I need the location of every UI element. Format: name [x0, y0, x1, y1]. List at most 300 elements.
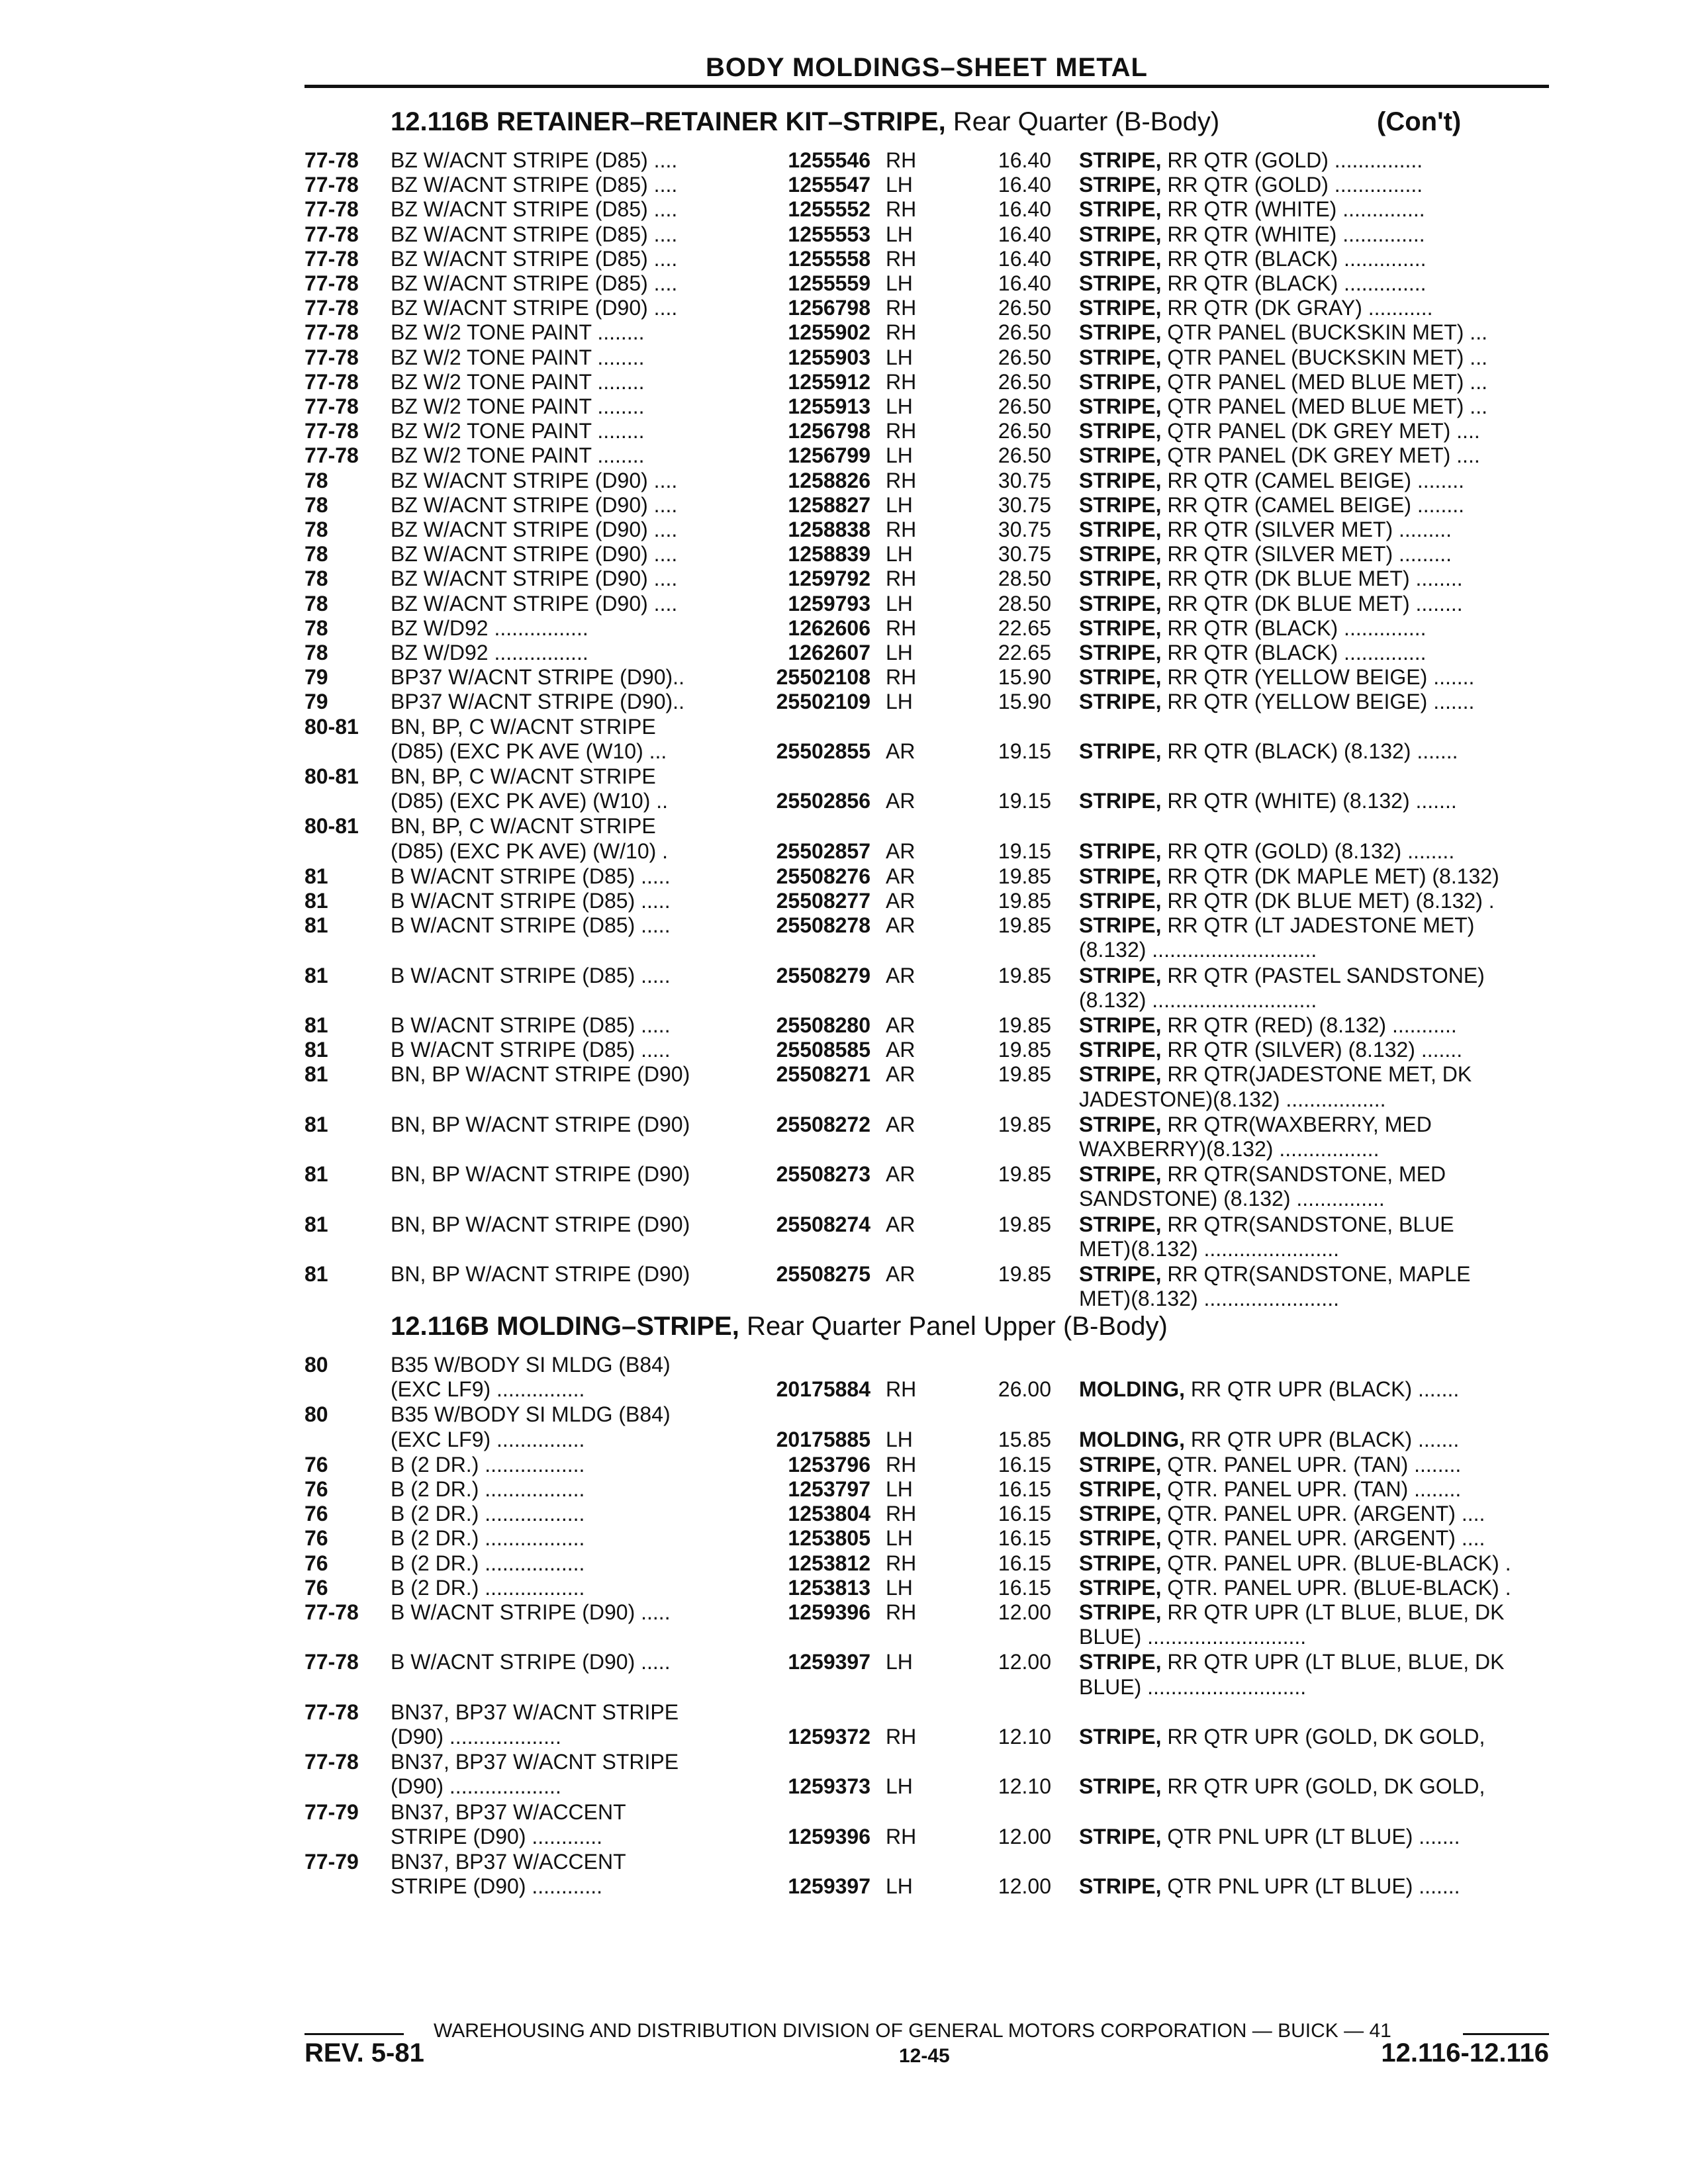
table-row [0, 370, 1688, 394]
part-description [1079, 592, 1463, 616]
price: 12.00 [998, 1650, 1051, 1674]
part-detail: QTR. PANEL UPR. (TAN) ........ [1161, 1452, 1462, 1477]
model-year: 77-78 [305, 296, 359, 320]
model-year: 79 [305, 665, 328, 690]
part-number: 1258827 [788, 492, 870, 517]
part-description [1079, 616, 1427, 641]
side-code: AR [886, 839, 915, 863]
part-keyword: STRIPE, [1079, 963, 1162, 987]
part-detail: RR QTR UPR (GOLD, DK GOLD, [1161, 1725, 1485, 1749]
part-description [1079, 567, 1463, 591]
part-keyword: STRIPE, [1079, 739, 1162, 763]
model-description: BZ W/ACNT STRIPE (D90) .... [391, 591, 678, 615]
part-detail: RR QTR (DK BLUE MET) (8.132) . [1161, 889, 1495, 913]
price: 26.00 [998, 1377, 1051, 1402]
part-description [1079, 789, 1457, 813]
part-description [1079, 690, 1474, 714]
side-code: LH [886, 1874, 913, 1899]
table-row [0, 641, 1688, 665]
price: 16.40 [998, 271, 1051, 295]
side-code: LH [886, 492, 913, 517]
model-year: 78 [305, 641, 328, 664]
part-description [1079, 1287, 1339, 1311]
part-description [1079, 1774, 1485, 1799]
table-row [0, 715, 1688, 739]
part-number: 1256799 [788, 443, 870, 468]
model-year: 77-78 [305, 443, 359, 468]
price: 19.85 [998, 963, 1051, 987]
part-description [1079, 1502, 1485, 1526]
price: 19.85 [998, 1013, 1051, 1037]
part-description [1079, 1377, 1459, 1402]
continued-label: (Con't) [1377, 107, 1462, 136]
side-code: RH [886, 665, 917, 690]
table-row [0, 1600, 1688, 1625]
table-row [0, 1453, 1688, 1477]
part-description [1079, 1212, 1454, 1237]
part-description [1079, 394, 1487, 419]
price: 26.50 [998, 320, 1051, 345]
side-code: AR [886, 1062, 915, 1087]
part-number: 25508280 [776, 1013, 870, 1037]
part-description [1079, 665, 1474, 690]
price: 19.15 [998, 739, 1051, 763]
part-detail: QTR. PANEL UPR. (ARGENT) .... [1161, 1502, 1485, 1526]
part-number: 1255903 [788, 345, 870, 369]
part-detail: RR QTR (WHITE) .............. [1161, 197, 1425, 222]
price: 12.10 [998, 1725, 1051, 1749]
model-year: 78 [305, 468, 328, 492]
part-detail: (8.132) ............................ [1079, 938, 1317, 962]
page-number: 12-45 [899, 2045, 950, 2067]
table-row [0, 173, 1688, 197]
part-number: 1253813 [788, 1575, 870, 1600]
table-row [0, 1353, 1688, 1377]
part-description [1079, 1725, 1485, 1749]
part-keyword: STRIPE, [1079, 864, 1162, 888]
model-year: 77-78 [305, 369, 359, 394]
side-code: RH [886, 1452, 917, 1477]
table-row [0, 1137, 1688, 1161]
price: 16.15 [998, 1575, 1051, 1600]
side-code: AR [886, 1038, 915, 1062]
price: 19.85 [998, 1212, 1051, 1236]
model-description: B (2 DR.) ................. [391, 1526, 585, 1551]
part-number: 25508277 [776, 889, 870, 913]
table-row [0, 1725, 1688, 1749]
part-number: 1262606 [788, 615, 870, 640]
model-description: BZ W/ACNT STRIPE (D90) .... [391, 468, 678, 492]
model-year: 81 [305, 1013, 328, 1037]
part-keyword: STRIPE, [1079, 1600, 1162, 1624]
model-description: B (2 DR.) ................. [391, 1477, 585, 1501]
part-number: 25508585 [776, 1038, 870, 1062]
part-description [1079, 469, 1464, 493]
part-description [1079, 1087, 1386, 1112]
part-number: 25502855 [776, 739, 870, 763]
table-row [0, 296, 1688, 320]
revision-label: REV. 5-81 [305, 2038, 424, 2068]
part-description [1079, 419, 1480, 443]
price: 16.15 [998, 1502, 1051, 1526]
table-row [0, 518, 1688, 542]
model-year: 78 [305, 542, 328, 567]
side-code: RH [886, 419, 917, 443]
model-year: 78 [305, 492, 328, 517]
part-keyword: MOLDING, [1079, 1377, 1185, 1402]
side-code: RH [886, 369, 917, 394]
section-name: RETAINER–RETAINER KIT–STRIPE, [496, 107, 953, 136]
part-number: 1255553 [788, 222, 870, 246]
price: 15.85 [998, 1427, 1051, 1451]
price: 16.40 [998, 197, 1051, 222]
model-description: B W/ACNT STRIPE (D85) ..... [391, 889, 671, 913]
section-qualifier: Rear Quarter (B-Body) [953, 107, 1220, 136]
table-row [0, 1650, 1688, 1674]
part-detail: RR QTR UPR (LT BLUE, BLUE, DK [1161, 1650, 1505, 1674]
part-number: 25508275 [776, 1262, 870, 1286]
model-description: BZ W/D92 ................ [391, 615, 588, 640]
side-code: AR [886, 1262, 915, 1286]
side-code: AR [886, 1162, 915, 1187]
price: 16.40 [998, 222, 1051, 246]
part-keyword: STRIPE, [1079, 542, 1162, 567]
part-keyword: STRIPE, [1079, 419, 1162, 443]
model-year: 77-78 [305, 222, 359, 246]
part-description [1079, 1262, 1471, 1287]
price: 12.00 [998, 1874, 1051, 1899]
part-detail: RR QTR (WHITE) .............. [1161, 222, 1425, 246]
part-detail: QTR PANEL (MED BLUE MET) ... [1161, 394, 1487, 418]
model-year: 76 [305, 1477, 328, 1501]
table-row [0, 1825, 1688, 1849]
model-year: 76 [305, 1575, 328, 1600]
table-row [0, 394, 1688, 419]
table-row [0, 148, 1688, 173]
part-number: 1262607 [788, 641, 870, 664]
part-keyword: STRIPE, [1079, 1038, 1162, 1062]
table-row [0, 665, 1688, 690]
part-detail: RR QTR (DK BLUE MET) ........ [1161, 567, 1463, 591]
model-description: BN37, BP37 W/ACNT STRIPE [391, 1750, 679, 1774]
part-number: 1259396 [788, 1600, 870, 1624]
model-description: BZ W/ACNT STRIPE (D90) .... [391, 518, 678, 541]
price: 30.75 [998, 542, 1051, 567]
model-year: 78 [305, 591, 328, 615]
part-description [1079, 1477, 1461, 1502]
model-description: B W/ACNT STRIPE (D90) ..... [391, 1600, 671, 1624]
part-description [1079, 1551, 1511, 1576]
table-row [0, 197, 1688, 222]
model-description: BZ W/2 TONE PAINT ........ [391, 345, 645, 369]
section-heading [391, 1312, 1168, 1342]
price: 26.50 [998, 345, 1051, 369]
part-description [1079, 1625, 1306, 1649]
model-description: B W/ACNT STRIPE (D85) ..... [391, 1013, 671, 1037]
model-year: 77-78 [305, 320, 359, 345]
side-code: LH [886, 222, 913, 246]
table-row [0, 1377, 1688, 1402]
model-description: BZ W/ACNT STRIPE (D85) .... [391, 197, 678, 222]
part-number: 1258838 [788, 518, 870, 541]
model-description: BZ W/2 TONE PAINT ........ [391, 443, 645, 468]
model-year: 77-78 [305, 173, 359, 197]
table-row [0, 889, 1688, 913]
model-year: 78 [305, 518, 328, 541]
side-code: LH [886, 443, 913, 468]
price: 16.15 [998, 1551, 1051, 1575]
model-description: BZ W/ACNT STRIPE (D85) .... [391, 173, 678, 197]
model-year: 77-78 [305, 1750, 359, 1774]
part-number: 1259396 [788, 1824, 870, 1848]
part-keyword: STRIPE, [1079, 1526, 1162, 1551]
side-code: LH [886, 345, 913, 369]
table-row [0, 1750, 1688, 1774]
part-description [1079, 1038, 1462, 1062]
table-row [0, 1013, 1688, 1038]
part-number: 1255913 [788, 394, 870, 418]
part-number: 25508271 [776, 1062, 870, 1087]
model-year: 77-79 [305, 1799, 359, 1824]
model-description: BN, BP, C W/ACNT STRIPE [391, 814, 656, 839]
part-detail: SANDSTONE) (8.132) ............... [1079, 1187, 1385, 1211]
model-description: BZ W/2 TONE PAINT ........ [391, 394, 645, 418]
table-row [0, 1428, 1688, 1452]
part-description [1079, 1650, 1505, 1674]
part-keyword: STRIPE, [1079, 1575, 1162, 1600]
part-description [1079, 1576, 1511, 1600]
model-description: BZ W/ACNT STRIPE (D90) .... [391, 542, 678, 567]
part-description [1079, 222, 1425, 247]
part-description [1079, 320, 1487, 345]
part-keyword: STRIPE, [1079, 641, 1162, 664]
price: 30.75 [998, 518, 1051, 541]
price: 30.75 [998, 468, 1051, 492]
part-number: 1259792 [788, 567, 870, 591]
part-description [1079, 1675, 1306, 1700]
part-number: 1256798 [788, 296, 870, 320]
model-description: STRIPE (D90) ............ [391, 1824, 603, 1848]
part-detail: RR QTR (CAMEL BEIGE) ........ [1161, 468, 1464, 492]
part-number: 1258826 [788, 468, 870, 492]
part-keyword: STRIPE, [1079, 369, 1162, 394]
side-code: LH [886, 1774, 913, 1799]
side-code: AR [886, 864, 915, 888]
part-description [1079, 988, 1317, 1013]
table-row [0, 1625, 1688, 1649]
model-description: BZ W/ACNT STRIPE (D85) .... [391, 222, 678, 246]
model-description: B35 W/BODY SI MLDG (B84) [391, 1402, 671, 1427]
table-row [0, 247, 1688, 271]
part-number: 1259397 [788, 1874, 870, 1899]
model-description: BN37, BP37 W/ACCENT [391, 1850, 626, 1874]
part-keyword: STRIPE, [1079, 148, 1162, 172]
part-keyword: STRIPE, [1079, 468, 1162, 492]
model-year: 79 [305, 690, 328, 714]
model-description: B W/ACNT STRIPE (D85) ..... [391, 1038, 671, 1062]
table-row [0, 964, 1688, 988]
part-detail: QTR. PANEL UPR. (TAN) ........ [1161, 1477, 1462, 1501]
table-row [0, 1187, 1688, 1211]
part-description [1079, 938, 1317, 962]
part-description [1079, 1187, 1385, 1211]
model-description: BN, BP W/ACNT STRIPE (D90) [391, 1062, 690, 1087]
side-code: LH [886, 271, 913, 295]
part-number: 1255547 [788, 173, 870, 197]
table-row [0, 443, 1688, 468]
part-description [1079, 1526, 1485, 1551]
part-keyword: STRIPE, [1079, 1824, 1162, 1848]
side-code: LH [886, 394, 913, 418]
table-row [0, 814, 1688, 839]
part-keyword: STRIPE, [1079, 518, 1162, 541]
price: 26.50 [998, 369, 1051, 394]
table-row [0, 1162, 1688, 1187]
model-year: 80 [305, 1353, 328, 1377]
part-keyword: STRIPE, [1079, 665, 1162, 690]
section-number: 12.116B [391, 1312, 497, 1341]
model-year: 81 [305, 1162, 328, 1187]
part-description [1079, 1825, 1460, 1849]
model-year: 77-78 [305, 148, 359, 172]
model-year: 77-78 [305, 246, 359, 271]
side-code: RH [886, 320, 917, 345]
table-row [0, 592, 1688, 616]
part-description [1079, 148, 1423, 173]
part-detail: RR QTR(WAXBERRY, MED [1161, 1112, 1432, 1136]
table-row [0, 1402, 1688, 1427]
table-row [0, 1576, 1688, 1600]
part-detail: RR QTR(SANDSTONE, BLUE [1161, 1212, 1454, 1236]
part-keyword: STRIPE, [1079, 246, 1162, 271]
model-description: BP37 W/ACNT STRIPE (D90).. [391, 690, 684, 714]
part-number: 1259373 [788, 1774, 870, 1799]
table-row [0, 320, 1688, 345]
section-number: 12.116B [391, 107, 497, 136]
price: 30.75 [998, 492, 1051, 517]
part-number: 25508279 [776, 963, 870, 987]
part-description [1079, 345, 1487, 370]
part-detail: RR QTR UPR (GOLD, DK GOLD, [1161, 1774, 1485, 1799]
price: 15.90 [998, 690, 1051, 714]
model-year: 80-81 [305, 764, 359, 788]
table-row [0, 1287, 1688, 1311]
table-row [0, 271, 1688, 296]
part-keyword: STRIPE, [1079, 173, 1162, 197]
price: 19.85 [998, 889, 1051, 913]
side-code: LH [886, 690, 913, 714]
part-detail: RR QTR UPR (LT BLUE, BLUE, DK [1161, 1600, 1505, 1624]
part-detail: QTR PNL UPR (LT BLUE) ....... [1161, 1874, 1460, 1899]
part-number: 1253804 [788, 1502, 870, 1526]
part-detail: RR QTR UPR (BLACK) ....... [1184, 1377, 1460, 1402]
price: 15.90 [998, 665, 1051, 690]
model-description: BP37 W/ACNT STRIPE (D90).. [391, 665, 684, 690]
table-row [0, 616, 1688, 641]
part-number: 1255552 [788, 197, 870, 222]
table-row [0, 469, 1688, 493]
table-row [0, 789, 1688, 813]
table-row [0, 1551, 1688, 1576]
model-description: (D85) (EXC PK AVE) (W/10) . [391, 839, 669, 863]
part-description [1079, 542, 1452, 567]
price: 19.85 [998, 864, 1051, 888]
part-keyword: STRIPE, [1079, 1062, 1162, 1087]
part-keyword: STRIPE, [1079, 1212, 1162, 1236]
part-number: 25508274 [776, 1212, 870, 1236]
part-number: 25508278 [776, 913, 870, 938]
part-detail: RR QTR (DK GRAY) ........... [1161, 296, 1433, 320]
model-year: 81 [305, 864, 328, 888]
part-keyword: STRIPE, [1079, 789, 1162, 813]
model-description: BN, BP, C W/ACNT STRIPE [391, 714, 656, 739]
side-code: LH [886, 542, 913, 567]
side-code: RH [886, 296, 917, 320]
price: 19.85 [998, 1112, 1051, 1136]
part-number: 1255902 [788, 320, 870, 345]
model-description: BZ W/ACNT STRIPE (D85) .... [391, 246, 678, 271]
model-description: BN, BP W/ACNT STRIPE (D90) [391, 1262, 690, 1286]
model-year: 81 [305, 1062, 328, 1087]
part-detail: RR QTR (DK BLUE MET) ........ [1161, 591, 1463, 615]
part-detail: RR QTR(SANDSTONE, MAPLE [1161, 1262, 1471, 1286]
part-detail: BLUE) ........................... [1079, 1674, 1307, 1699]
part-keyword: STRIPE, [1079, 1874, 1162, 1899]
part-detail: RR QTR (BLACK) .............. [1161, 246, 1427, 271]
part-detail: RR QTR (CAMEL BEIGE) ........ [1161, 492, 1464, 517]
price: 16.40 [998, 246, 1051, 271]
part-number: 25508272 [776, 1112, 870, 1136]
table-row [0, 567, 1688, 591]
part-number: 1253812 [788, 1551, 870, 1575]
part-number: 1255558 [788, 246, 870, 271]
side-code: AR [886, 913, 915, 938]
part-detail: RR QTR (SILVER) (8.132) ....... [1161, 1038, 1463, 1062]
part-description [1079, 1137, 1379, 1161]
part-description [1079, 964, 1485, 988]
part-keyword: MOLDING, [1079, 1427, 1185, 1451]
part-keyword: STRIPE, [1079, 1112, 1162, 1136]
side-code: LH [886, 173, 913, 197]
side-code: RH [886, 468, 917, 492]
table-row [0, 739, 1688, 764]
part-detail: RR QTR (GOLD) (8.132) ........ [1161, 839, 1455, 863]
model-year: 76 [305, 1502, 328, 1526]
part-detail: JADESTONE)(8.132) ................. [1079, 1087, 1386, 1111]
table-row [0, 1700, 1688, 1725]
model-year: 81 [305, 1212, 328, 1236]
model-year: 76 [305, 1526, 328, 1551]
part-description [1079, 370, 1487, 394]
part-number: 25508273 [776, 1162, 870, 1187]
side-code: AR [886, 1112, 915, 1136]
part-detail: RR QTR (YELLOW BEIGE) ....... [1161, 665, 1475, 690]
footer-division-text: WAREHOUSING AND DISTRIBUTION DIVISION OF GENERAL MOTORS CORPORATION — BUICK — 41 [434, 2020, 1391, 2042]
model-year: 81 [305, 963, 328, 987]
part-keyword: STRIPE, [1079, 1650, 1162, 1674]
side-code: RH [886, 1377, 917, 1402]
side-code: RH [886, 197, 917, 222]
table-row [0, 1038, 1688, 1062]
price: 16.15 [998, 1477, 1051, 1501]
part-detail: RR QTR(JADESTONE MET, DK [1161, 1062, 1472, 1087]
table-row [0, 1237, 1688, 1261]
part-description [1079, 1237, 1339, 1261]
part-number: 1259372 [788, 1725, 870, 1749]
model-year: 77-78 [305, 419, 359, 443]
table-row [0, 690, 1688, 714]
model-description: (EXC LF9) ............... [391, 1427, 585, 1451]
